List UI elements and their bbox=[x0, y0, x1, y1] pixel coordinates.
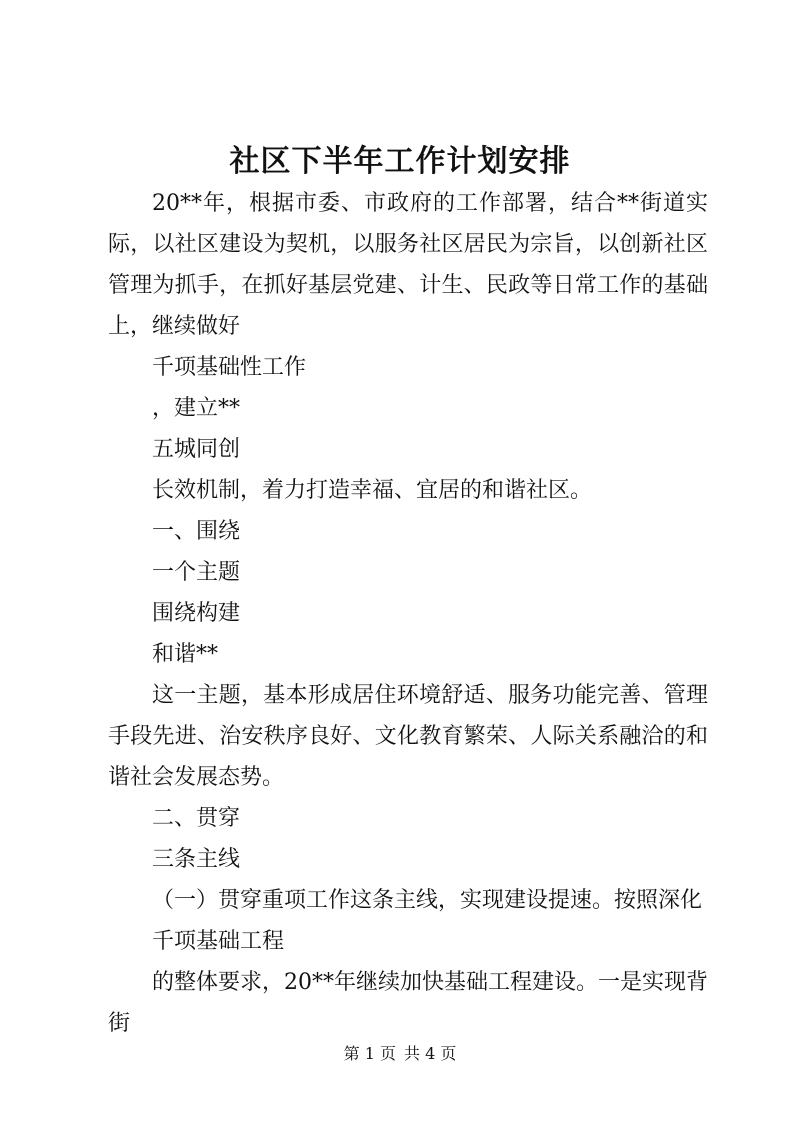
page-number: 第 1 页 bbox=[343, 1044, 396, 1063]
page-total: 共 4 页 bbox=[404, 1044, 457, 1063]
paragraph: ，建立** bbox=[152, 396, 241, 421]
paragraph: 三条主线 bbox=[152, 847, 241, 872]
paragraph: 围绕构建 bbox=[152, 601, 241, 626]
section-heading-two: 二、贯穿 bbox=[152, 806, 241, 831]
paragraph: 五城同创 bbox=[152, 437, 241, 462]
paragraph: 长效机制，着力打造幸福、宜居的和谐社区。 bbox=[152, 478, 593, 503]
document-title: 社区下半年工作计划安排 bbox=[229, 144, 571, 179]
subsection-heading: （一）贯穿重项工作这条主线，实现建设提速。按照深化 bbox=[152, 888, 703, 913]
paragraph: 这一主题，基本形成居住环境舒适、服务功能完善、管理手段先进、治安秩序良好、文化教育繁荣、人际关系融洽的和谐社会发展态势。 bbox=[108, 683, 708, 790]
paragraph: 千项基础工程 bbox=[152, 929, 285, 954]
paragraph: 千项基础性工作 bbox=[152, 355, 307, 380]
page-footer bbox=[0, 1042, 800, 1066]
paragraph: 一个主题 bbox=[152, 560, 241, 585]
paragraph: 的整体要求，20**年继续加快基础工程建设。一是实现背街 bbox=[108, 970, 708, 1036]
paragraph: 和谐** bbox=[152, 642, 219, 667]
paragraph-intro: 20**年，根据市委、市政府的工作部署，结合**街道实际，以社区建设为契机，以服务社区居民为宗旨，以创新社区管理为抓手，在抓好基层党建、计生、民政等日常工作的基础上，继续做好 bbox=[108, 191, 708, 339]
section-heading-one: 一、围绕 bbox=[152, 519, 241, 544]
document-body bbox=[108, 183, 708, 1044]
